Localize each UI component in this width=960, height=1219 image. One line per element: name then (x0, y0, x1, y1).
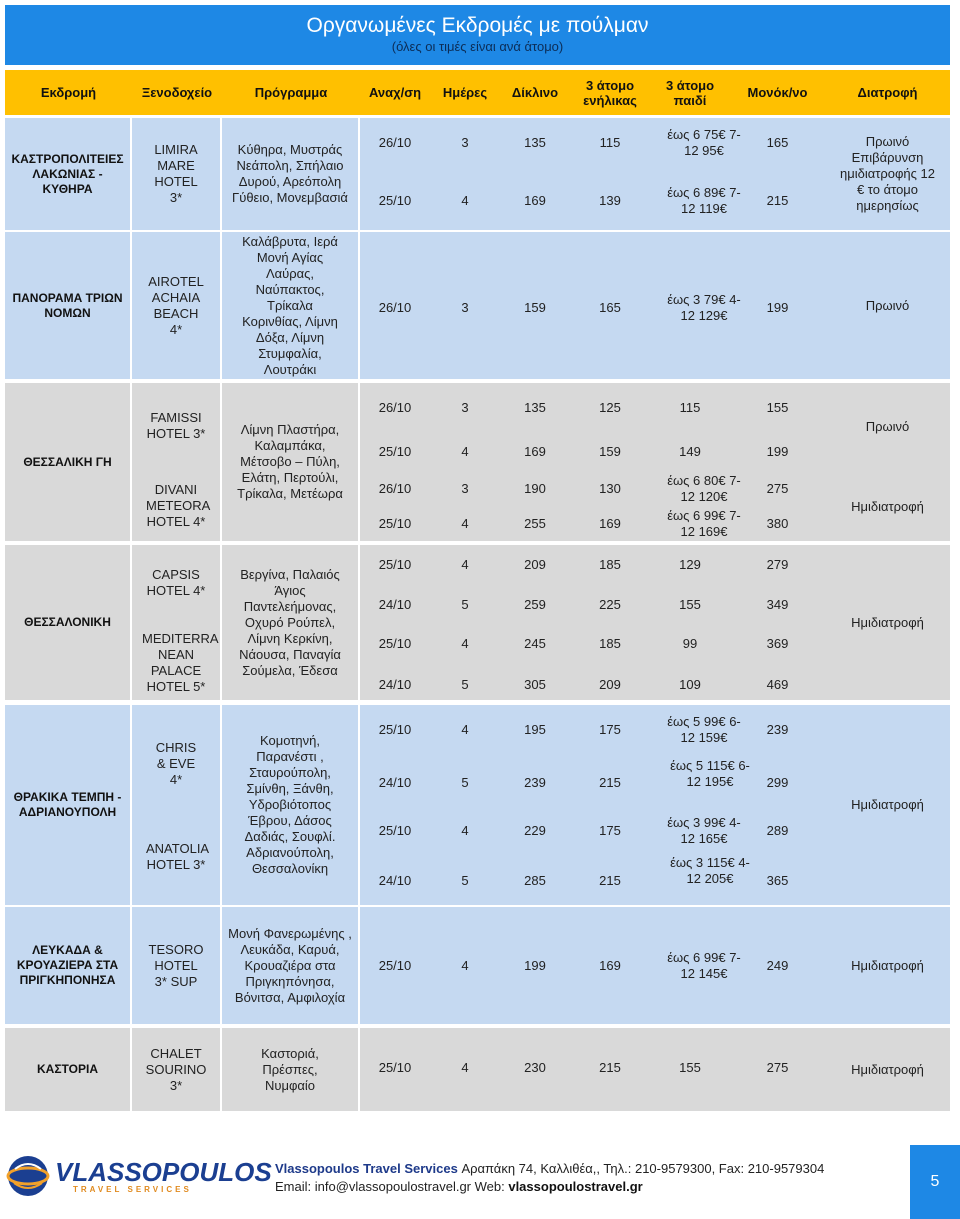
departure-date: 26/10 (378, 400, 412, 415)
tour-program: Κύθηρα, Μυστράς Νεάπολη, Σπήλαιο Δυρού, Αρεόπολη Γύθειο, Μονεμβασιά (222, 118, 358, 230)
single-price: 275 (766, 1060, 789, 1075)
departure-date: 26/10 (378, 300, 412, 315)
triple-adult-price: 215 (599, 1060, 621, 1075)
triple-child-price: έως 6 75€ 7-12 95€ (667, 127, 741, 158)
meals-list (825, 383, 950, 541)
triple-adult-price: 185 (599, 557, 621, 572)
double-price: 259 (524, 597, 546, 612)
price-rows (360, 1028, 825, 1111)
triple-adult-price: 139 (599, 193, 621, 208)
tour-name: ΘΕΣΣΑΛΟΝΙΚΗ (5, 545, 130, 700)
hotel-list (132, 705, 220, 905)
single-price: 369 (766, 636, 789, 651)
tour-program: Βεργίνα, Παλαιός Άγιος Παντελεήμονας, Οχυρό Ρούπελ, Λίμνη Κερκίνη, Νάουσα, Παναγία Σούμελα, Έδεσα (222, 545, 358, 700)
price-rows (360, 383, 825, 541)
header-single: Μονόκ/νο (730, 70, 825, 115)
single-price: 469 (766, 677, 789, 692)
triple-child-price: 109 (679, 677, 701, 692)
hotel-name: ANATOLIA HOTEL 3* (146, 841, 210, 872)
single-price: 199 (766, 300, 789, 315)
days-value: 4 (461, 636, 469, 651)
title-banner (5, 5, 950, 65)
single-price: 289 (766, 823, 789, 838)
days-value: 3 (461, 400, 469, 415)
double-price: 255 (524, 516, 546, 531)
globe-icon (5, 1153, 51, 1199)
departure-date: 25/10 (378, 193, 412, 208)
tour-program: Λίμνη Πλαστήρα, Καλαμπάκα, Μέτσοβο – Πύλη, Ελάτη, Περτούλι, Τρίκαλα, Μετέωρα (222, 383, 358, 541)
hotel-name: TESORO HOTEL 3* SUP (132, 907, 220, 1024)
triple-child-price: 99 (682, 636, 698, 651)
double-price: 305 (524, 677, 546, 692)
meals-info: Πρωινό Επιβάρυνση ημιδιατροφής 12 € το άτομο ημερησίως (825, 118, 950, 230)
hotel-name: CHRIS & EVE 4* (155, 740, 197, 787)
footer-web-link[interactable]: vlassopoulostravel.gr (508, 1179, 643, 1194)
page-subtitle: (όλες οι τιμές είναι ανά άτομο) (391, 39, 564, 54)
departure-date: 25/10 (378, 557, 412, 572)
meals-info: Πρωινό (825, 232, 950, 379)
footer-brand: Vlassopoulos Travel Services (275, 1161, 458, 1176)
departure-date: 26/10 (378, 481, 412, 496)
header-triple-adult: 3 άτομο ενήλικας (570, 70, 650, 115)
hotel-list (132, 383, 220, 541)
triple-adult-price: 175 (599, 823, 621, 838)
header-hotel: Ξενοδοχείο (132, 70, 222, 115)
tour-program: Καλάβρυτα, Ιερά Μονή Αγίας Λαύρας, Ναύπακτος, Τρίκαλα Κορινθίας, Λίμνη Δόξα, Λίμνη Στυμφαλία, Λουτράκι (222, 232, 358, 379)
single-price: 299 (766, 775, 789, 790)
logo-wordmark: VLASSOPOULOS (55, 1157, 272, 1187)
double-price: 209 (524, 557, 546, 572)
footer-web-line (275, 1178, 875, 1196)
tour-name: ΛΕΥΚΑΔΑ & ΚΡΟΥΑΖΙΕΡΑ ΣΤΑ ΠΡΙΓΚΗΠΟΝΗΣΑ (5, 907, 130, 1024)
tour-program: Κομοτηνή, Παρανέστι , Σταυρούπολη, Σμίνθη, Ξάνθη, Υδροβιότοπος Έβρου, Δάσος Δαδιάς, Σουφλί. Αδριανούπολη, Θεσσαλονίκη (222, 705, 358, 905)
triple-adult-price: 125 (599, 400, 621, 415)
double-price: 229 (524, 823, 546, 838)
meals-info: Ημιδιατροφή (825, 545, 950, 700)
triple-child-price: έως 6 80€ 7-12 120€ (667, 473, 741, 504)
price-rows (360, 705, 825, 905)
departure-date: 25/10 (378, 636, 412, 651)
hotel-name: FAMISSI HOTEL 3* (146, 410, 206, 441)
days-value: 4 (461, 1060, 469, 1075)
days-value: 5 (461, 597, 469, 612)
header-excursion: Εκδρομή (5, 70, 132, 115)
header-departure: Αναχ/ση (360, 70, 430, 115)
triple-adult-price: 159 (599, 444, 621, 459)
single-price: 165 (766, 135, 789, 150)
header-program: Πρόγραμμα (222, 70, 360, 115)
hotel-name: DIVANI METEORA HOTEL 4* (146, 482, 211, 529)
days-value: 4 (461, 557, 469, 572)
double-price: 195 (524, 722, 546, 737)
single-price: 279 (766, 557, 789, 572)
departure-date: 24/10 (378, 873, 412, 888)
triple-adult-price: 225 (599, 597, 621, 612)
hotel-list (132, 545, 220, 700)
double-price: 135 (524, 400, 546, 415)
footer-contact (275, 1160, 875, 1196)
single-price: 365 (766, 873, 789, 888)
departure-date: 25/10 (378, 958, 412, 973)
triple-adult-price: 169 (599, 958, 621, 973)
double-price: 199 (524, 958, 546, 973)
triple-adult-price: 175 (599, 722, 621, 737)
days-value: 5 (461, 873, 469, 888)
days-value: 3 (461, 300, 469, 315)
hotel-name: MEDITERRA NEAN PALACE HOTEL 5* (142, 631, 219, 694)
hotel-name: CAPSIS HOTEL 4* (146, 567, 206, 598)
price-rows (360, 545, 825, 700)
triple-child-price: έως 6 89€ 7-12 119€ (667, 185, 741, 216)
departure-date: 25/10 (378, 1060, 412, 1075)
triple-child-price: έως 5 115€ 6-12 195€ (670, 758, 750, 789)
departure-date: 24/10 (378, 677, 412, 692)
single-price: 349 (766, 597, 789, 612)
departure-date: 25/10 (378, 823, 412, 838)
triple-adult-price: 130 (599, 481, 621, 496)
company-logo (5, 1153, 272, 1198)
days-value: 5 (461, 677, 469, 692)
triple-child-price: 155 (679, 597, 701, 612)
header-meals: Διατροφή (825, 70, 950, 115)
tour-name: ΘΕΣΣΑΛΙΚΗ ΓΗ (5, 383, 130, 541)
double-price: 169 (524, 444, 546, 459)
triple-child-price: 115 (679, 400, 701, 415)
days-value: 4 (461, 823, 469, 838)
triple-child-price: έως 3 115€ 4-12 205€ (670, 855, 750, 886)
double-price: 169 (524, 193, 546, 208)
departure-date: 25/10 (378, 444, 412, 459)
days-value: 3 (461, 481, 469, 496)
triple-adult-price: 215 (599, 873, 621, 888)
triple-adult-price: 185 (599, 636, 621, 651)
single-price: 239 (766, 722, 789, 737)
triple-adult-price: 169 (599, 516, 621, 531)
single-price: 249 (766, 958, 789, 973)
departure-date: 25/10 (378, 722, 412, 737)
tour-name: ΠΑΝΟΡΑΜΑ ΤΡΙΩΝ ΝΟΜΩΝ (5, 232, 130, 379)
days-value: 4 (461, 516, 469, 531)
departure-date: 26/10 (378, 135, 412, 150)
triple-adult-price: 209 (599, 677, 621, 692)
meals-info: Πρωινό (865, 419, 910, 434)
hotel-name: LIMIRA MARE HOTEL 3* (132, 118, 220, 230)
hotel-name: CHALET SOURINO 3* (132, 1028, 220, 1111)
double-price: 230 (524, 1060, 546, 1075)
departure-date: 24/10 (378, 597, 412, 612)
triple-adult-price: 215 (599, 775, 621, 790)
page-number: 5 (910, 1145, 960, 1219)
triple-child-price: έως 6 99€ 7-12 169€ (667, 508, 741, 539)
double-price: 159 (524, 300, 546, 315)
double-price: 135 (524, 135, 546, 150)
logo-tagline: TRAVEL SERVICES (73, 1185, 192, 1194)
price-rows (360, 232, 825, 379)
departure-date: 25/10 (378, 516, 412, 531)
tour-name: ΚΑΣΤΟΡΙΑ (5, 1028, 130, 1111)
days-value: 4 (461, 958, 469, 973)
departure-date: 24/10 (378, 775, 412, 790)
triple-child-price: έως 3 99€ 4-12 165€ (667, 815, 741, 846)
days-value: 4 (461, 444, 469, 459)
header-double: Δίκλινο (500, 70, 570, 115)
tour-name: ΚΑΣΤΡΟΠΟΛΙΤΕΙΕΣ ΛΑΚΩΝΙΑΣ - ΚΥΘΗΡΑ (5, 118, 130, 230)
triple-child-price: 129 (679, 557, 701, 572)
tour-name: ΘΡΑΚΙΚΑ ΤΕΜΠΗ - ΑΔΡΙΑΝΟΥΠΟΛΗ (5, 705, 130, 905)
header-triple-child: 3 άτομο παιδί (650, 70, 730, 115)
single-price: 199 (766, 444, 789, 459)
footer-email[interactable]: Email: info@vlassopoulostravel.gr Web: (275, 1179, 509, 1194)
triple-adult-price: 165 (599, 300, 621, 315)
hotel-name: AIROTEL ACHAIA BEACH 4* (132, 232, 220, 379)
header-days: Ημέρες (430, 70, 500, 115)
double-price: 239 (524, 775, 546, 790)
footer-address-line (275, 1160, 875, 1178)
meals-info: Ημιδιατροφή (851, 499, 924, 514)
triple-adult-price: 115 (599, 135, 621, 150)
days-value: 3 (461, 135, 469, 150)
days-value: 4 (461, 193, 469, 208)
triple-child-price: έως 3 79€ 4-12 129€ (667, 292, 741, 323)
single-price: 215 (766, 193, 789, 208)
days-value: 5 (461, 775, 469, 790)
footer-address: Αραπάκη 74, Καλλιθέα,, Τηλ.: 210-9579300, Fax: 210-9579304 (457, 1161, 825, 1176)
meals-info: Ημιδιατροφή (825, 907, 950, 1024)
page-title: Οργανωμένες Εκδρομές με πούλμαν (306, 14, 649, 37)
price-rows (360, 118, 825, 230)
tour-program: Μονή Φανερωμένης , Λευκάδα, Καρυά, Κρουαζιέρα στα Πριγκηπόνησα, Βόνιτσα, Αμφιλοχία (222, 907, 358, 1024)
triple-child-price: έως 6 99€ 7-12 145€ (667, 950, 741, 981)
double-price: 245 (524, 636, 546, 651)
single-price: 155 (766, 400, 789, 415)
meals-info: Ημιδιατροφή (825, 705, 950, 905)
double-price: 190 (524, 481, 546, 496)
single-price: 275 (766, 481, 789, 496)
tour-program: Καστοριά, Πρέσπες, Νυμφαίο (222, 1028, 358, 1111)
triple-child-price: έως 5 99€ 6-12 159€ (667, 714, 741, 745)
meals-info: Ημιδιατροφή (825, 1028, 950, 1111)
triple-child-price: 155 (679, 1060, 701, 1075)
price-rows (360, 907, 825, 1024)
single-price: 380 (766, 516, 789, 531)
triple-child-price: 149 (679, 444, 701, 459)
double-price: 285 (524, 873, 546, 888)
days-value: 4 (461, 722, 469, 737)
